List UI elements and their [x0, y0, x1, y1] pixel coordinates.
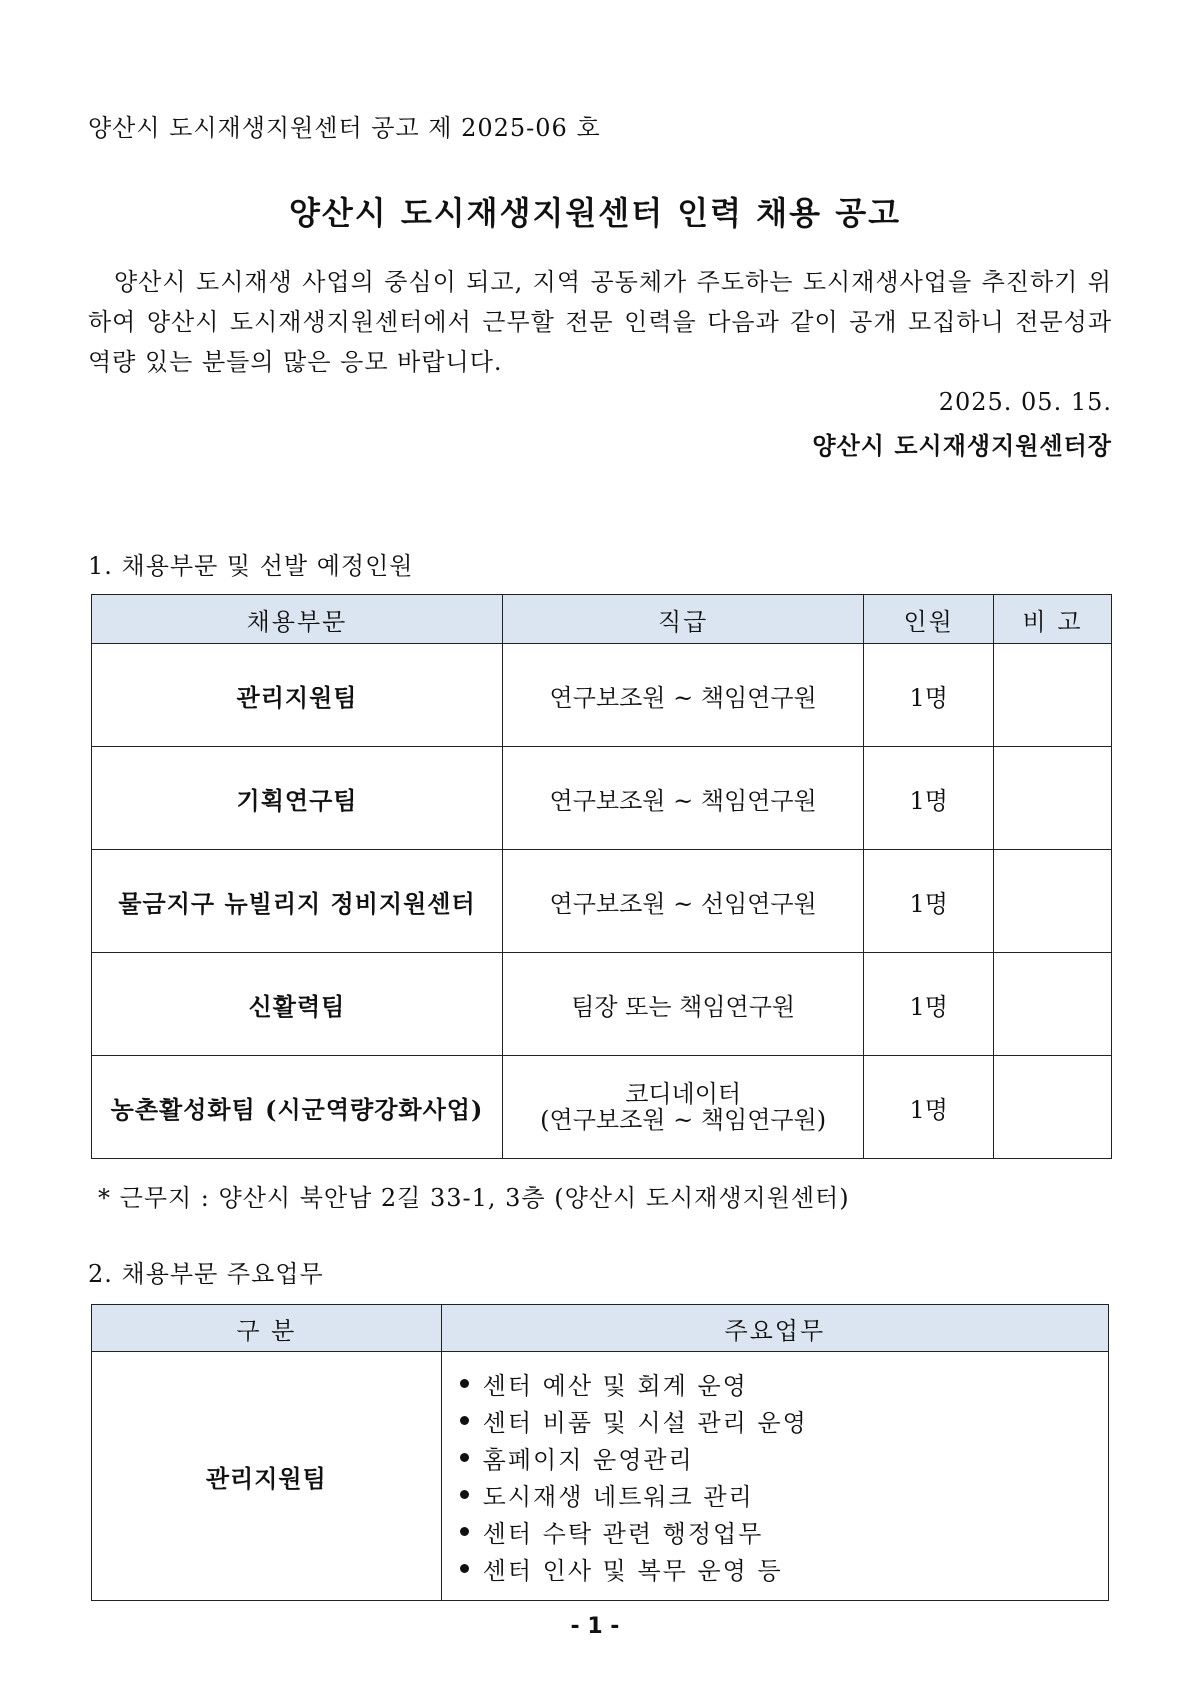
department-cell: 기획연구팀 — [92, 747, 503, 850]
duty-text: 센터 예산 및 회계 운영 — [482, 1372, 748, 1400]
list-item — [460, 1439, 1108, 1476]
notice-date: 2025. 05. 15. — [938, 388, 1112, 416]
notice-number: 양산시 도시재생지원센터 공고 제 2025-06 호 — [88, 114, 601, 142]
count-cell: 1명 — [864, 953, 994, 1056]
department-cell: 신활력팀 — [92, 953, 503, 1056]
duty-text: 도시재생 네트워크 관리 — [482, 1483, 754, 1511]
list-item — [460, 1476, 1108, 1513]
recruitment-table — [91, 594, 1112, 1159]
rank-detail-line: (연구보조원 ~ 책임연구원) — [540, 1106, 827, 1134]
header-rank: 직급 — [503, 595, 864, 644]
list-item — [460, 1513, 1108, 1550]
department-cell: 농촌활성화팀 (시군역량강화사업) — [92, 1056, 503, 1159]
bullet-icon — [460, 1490, 469, 1499]
department-cell: 관리지원팀 — [92, 644, 503, 747]
header-division: 구 분 — [92, 1305, 442, 1352]
work-location-note: * 근무지 : 양산시 북안남 2길 33-1, 3층 (양산시 도시재생지원센터) — [98, 1184, 850, 1212]
duty-text: 센터 인사 및 복무 운영 등 — [482, 1557, 783, 1585]
list-item — [460, 1402, 1108, 1439]
bullet-icon — [460, 1416, 469, 1425]
note-cell — [994, 1056, 1112, 1159]
list-item — [460, 1550, 1108, 1587]
duties-cell — [441, 1352, 1108, 1601]
table-row — [92, 1056, 1112, 1159]
bullet-icon — [460, 1453, 469, 1462]
document-title: 양산시 도시재생지원센터 인력 채용 공고 — [288, 194, 902, 232]
table-row — [92, 850, 1112, 953]
bullet-icon — [460, 1527, 469, 1536]
rank-line: 코디네이터 — [625, 1080, 742, 1108]
note-cell — [994, 644, 1112, 747]
header-department: 채용부문 — [92, 595, 503, 644]
section1-title: 1. 채용부문 및 선발 예정인원 — [88, 552, 414, 580]
issuer-name: 양산시 도시재생지원센터장 — [812, 431, 1112, 460]
intro-paragraph: 양산시 도시재생 사업의 중심이 되고, 지역 공동체가 주도하는 도시재생사업을 추진하기 위하여 양산시 도시재생지원센터에서 근무할 전문 인력을 다음과 같이 공개 모집하니 전문성과 역량 있는 분들의 많은 응모 바랍니다. — [88, 268, 1112, 376]
header-duties: 주요업무 — [441, 1305, 1108, 1352]
bullet-icon — [460, 1564, 469, 1573]
department-cell: 관리지원팀 — [92, 1352, 442, 1601]
section2-title: 2. 채용부문 주요업무 — [88, 1260, 324, 1288]
count-cell: 1명 — [864, 747, 994, 850]
header-note: 비 고 — [994, 595, 1112, 644]
count-cell: 1명 — [864, 644, 994, 747]
count-cell: 1명 — [864, 1056, 994, 1159]
note-cell — [994, 953, 1112, 1056]
rank-cell: 연구보조원 ~ 선임연구원 — [503, 850, 864, 953]
rank-cell — [503, 1056, 864, 1159]
table-row — [92, 953, 1112, 1056]
duty-text: 홈페이지 운영관리 — [482, 1446, 694, 1474]
rank-cell: 팀장 또는 책임연구원 — [503, 953, 864, 1056]
table-header-row — [92, 1305, 1109, 1352]
note-cell — [994, 850, 1112, 953]
note-cell — [994, 747, 1112, 850]
rank-cell: 연구보조원 ~ 책임연구원 — [503, 747, 864, 850]
count-cell: 1명 — [864, 850, 994, 953]
list-item — [460, 1365, 1108, 1402]
duty-text: 센터 수탁 관련 행정업무 — [482, 1520, 764, 1548]
bullet-icon — [460, 1379, 469, 1388]
department-cell: 물금지구 뉴빌리지 정비지원센터 — [92, 850, 503, 953]
page-number: - 1 - — [570, 1614, 620, 1639]
duties-table — [91, 1304, 1109, 1601]
table-row — [92, 747, 1112, 850]
header-count: 인원 — [864, 595, 994, 644]
rank-cell: 연구보조원 ~ 책임연구원 — [503, 644, 864, 747]
duty-text: 센터 비품 및 시설 관리 운영 — [482, 1409, 808, 1437]
table-row — [92, 644, 1112, 747]
table-row — [92, 1352, 1109, 1601]
table-header-row — [92, 595, 1112, 644]
